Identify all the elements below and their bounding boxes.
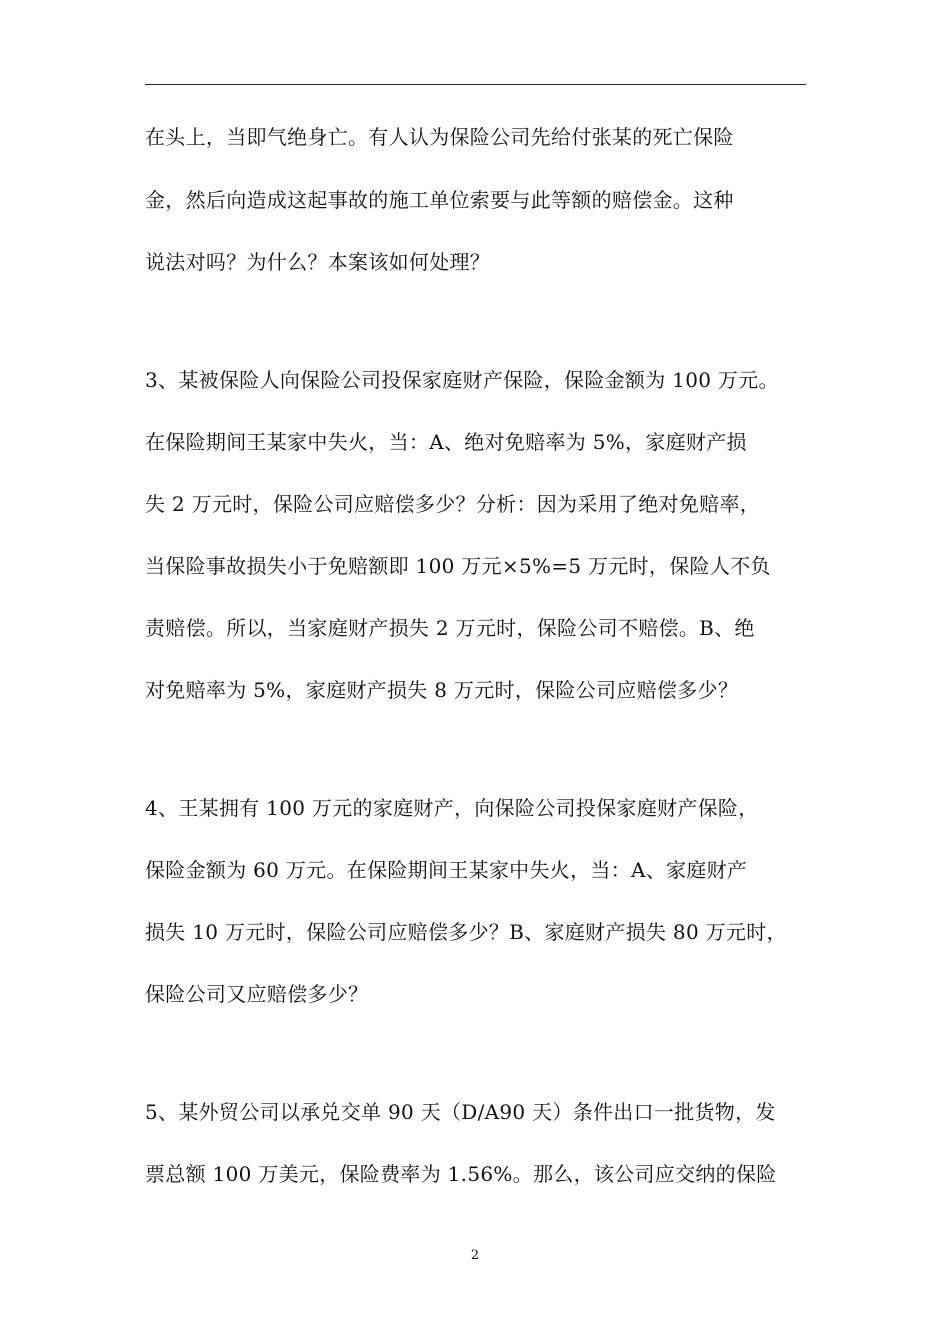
text-line: 保险金额为 60 万元。在保险期间王某家中失火，当：A、家庭财产 bbox=[145, 858, 748, 882]
text-line: 失 2 万元时，保险公司应赔偿多少？分析：因为采用了绝对免赔率， bbox=[145, 492, 761, 516]
text-line: 在头上，当即气绝身亡。有人认为保险公司先给付张某的死亡保险 bbox=[145, 125, 734, 149]
page-number: 2 bbox=[470, 1248, 480, 1263]
text-line: 当保险事故损失小于免赔额即 100 万元×5%=5 万元时，保险人不负 bbox=[145, 554, 771, 578]
text-line: 对免赔率为 5%，家庭财产损失 8 万元时，保险公司应赔偿多少？ bbox=[145, 678, 739, 702]
text-line: 损失 10 万元时，保险公司应赔偿多少？B、家庭财产损失 80 万元时， bbox=[145, 920, 787, 944]
text-line: 保险公司又应赔偿多少？ bbox=[145, 982, 369, 1006]
text-line: 在保险期间王某家中失火，当：A、绝对免赔率为 5%，家庭财产损 bbox=[145, 430, 747, 454]
header-rule bbox=[145, 84, 806, 85]
text-line: 金，然后向造成这起事故的施工单位索要与此等额的赔偿金。这种 bbox=[145, 188, 734, 212]
text-line: 4、王某拥有 100 万元的家庭财产，向保险公司投保家庭财产保险， bbox=[145, 796, 759, 820]
text-line: 5、某外贸公司以承兑交单 90 天（D/A90 天）条件出口一批货物，发 bbox=[145, 1100, 776, 1124]
text-line: 3、某被保险人向保险公司投保家庭财产保险，保险金额为 100 万元。 bbox=[145, 368, 779, 392]
text-line: 责赔偿。所以，当家庭财产损失 2 万元时，保险公司不赔偿。B、绝 bbox=[145, 616, 755, 640]
text-line: 票总额 100 万美元，保险费率为 1.56%。那么，该公司应交纳的保险 bbox=[145, 1162, 777, 1186]
text-line: 说法对吗？为什么？本案该如何处理？ bbox=[145, 250, 491, 274]
